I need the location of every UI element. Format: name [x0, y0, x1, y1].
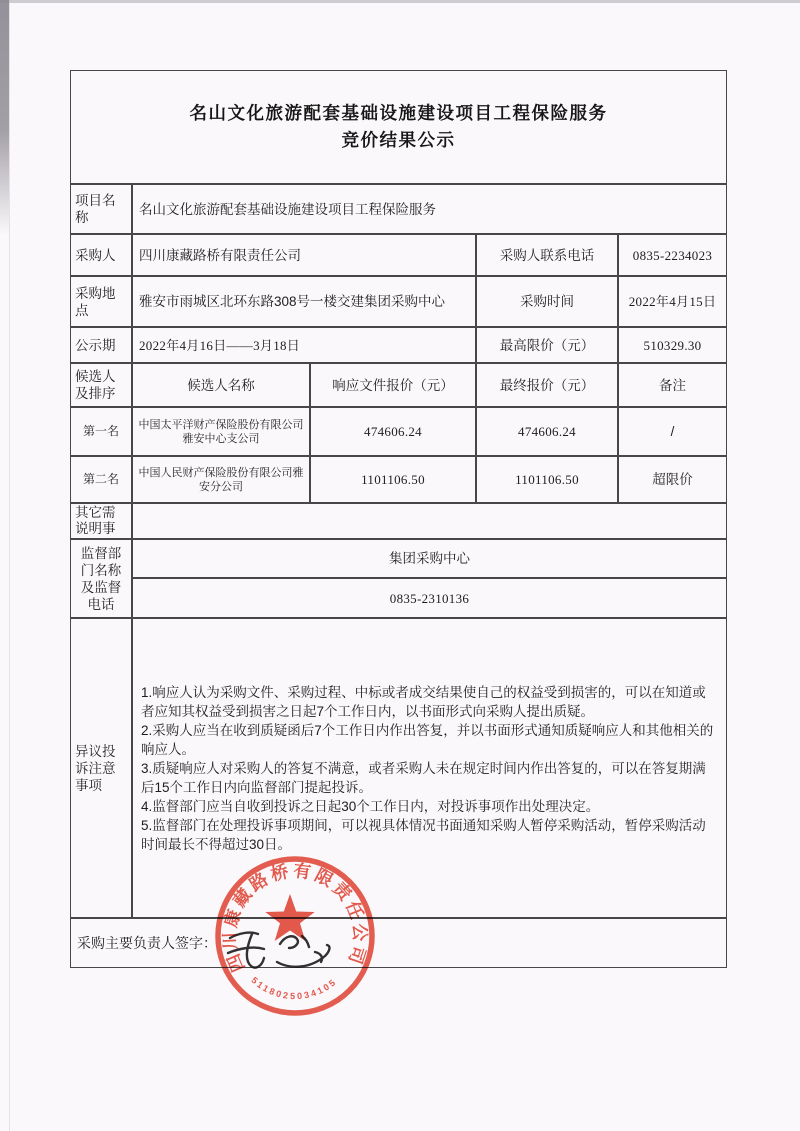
- location-value: 雅安市雨城区北环东路308号一楼交建集团采购中心: [132, 276, 476, 327]
- max-price-value: 510329.30: [618, 327, 727, 363]
- purchaser-phone-label: 采购人联系电话: [476, 234, 618, 276]
- candidates-final-price-header: 最终报价（元）: [476, 363, 618, 407]
- candidates-doc-price-header: 响应文件报价（元）: [310, 363, 476, 407]
- purchaser-phone-value: 0835-2234023: [618, 234, 727, 276]
- title-block: [70, 70, 727, 184]
- supervision-phone-value: 0835-2310136: [132, 578, 727, 618]
- publicity-period-label: 公示期: [70, 327, 132, 363]
- candidate-row-2-rank: 第二名: [70, 456, 132, 503]
- objection-item-2: 2.采购人应当在收到质疑函后7个工作日内作出答复，并以书面形式通知质疑响应人和其他相关的响应人。: [141, 722, 714, 757]
- purchase-time-value: 2022年4月15日: [618, 276, 727, 327]
- candidate-row-2-remark: 超限价: [618, 456, 727, 503]
- scan-paper-edge: [9, 0, 10, 1131]
- project-name-value: 名山文化旅游配套基础设施建设项目工程保险服务: [132, 184, 727, 234]
- objection-item-5: 5.监督部门在处理投诉事项期间，可以视具体情况书面通知采购人暂停采购活动，暂停采购活动时间最长不得超过30日。: [141, 817, 706, 852]
- signature-row: [70, 918, 727, 968]
- location-label: 采购地点: [70, 276, 132, 327]
- handwritten-signature: [222, 922, 342, 984]
- candidate-row-1-rank: 第一名: [70, 407, 132, 456]
- purchaser-label: 采购人: [70, 234, 132, 276]
- other-notes-value: [132, 503, 727, 539]
- seal-number-text: 5118025034105: [249, 974, 340, 1002]
- project-name-label: 项目名称: [70, 184, 132, 234]
- other-notes-label: 其它需说明事: [70, 503, 132, 539]
- signature-stroke-5: [302, 936, 309, 947]
- candidate-row-1-name: 中国太平洋财产保险股份有限公司雅安中心支公司: [132, 407, 310, 456]
- signature-stroke-4: [280, 936, 298, 948]
- purchaser-value: 四川康藏路桥有限责任公司: [132, 234, 476, 276]
- seal-company-text: 四川康藏路桥有限责任公司: [219, 860, 371, 975]
- page-title-line1: 名山文化旅游配套基础设施建设项目工程保险服务: [189, 103, 608, 123]
- objection-item-3: 3.质疑响应人对采购人的答复不满意，或者采购人未在规定时间内作出答复的，可以在答复期满后15个工作日内向监督部门提起投诉。: [141, 760, 706, 795]
- candidate-row-2-final-price: 1101106.50: [476, 456, 618, 503]
- signature-label: 采购主要负责人签字：: [77, 934, 217, 951]
- scan-edge-left: [0, 0, 9, 235]
- max-price-label: 最高限价（元）: [476, 327, 618, 363]
- candidates-rank-header: 候选人及排序: [70, 363, 132, 407]
- supervision-dept-value: 集团采购中心: [132, 539, 727, 578]
- candidates-name-header: 候选人名称: [132, 363, 310, 407]
- page-title-line2: 竞价结果公示: [341, 130, 456, 150]
- purchase-time-label: 采购时间: [476, 276, 618, 327]
- candidate-row-1-remark: /: [618, 407, 727, 456]
- scan-edge-top: [0, 0, 800, 3]
- objection-item-4: 4.监督部门应当自收到投诉之日起30个工作日内，对投诉事项作出处理决定。: [141, 798, 600, 814]
- supervision-label: 监督部门名称及监督电话: [70, 539, 132, 618]
- objection-label: 异议投诉注意事项: [70, 618, 132, 918]
- candidate-row-1-final-price: 474606.24: [476, 407, 618, 456]
- publicity-period-value: 2022年4月16日——3月18日: [132, 327, 476, 363]
- candidate-row-2-doc-price: 1101106.50: [310, 456, 476, 503]
- candidate-row-2-name: 中国人民财产保险股份有限公司雅安分公司: [132, 456, 310, 503]
- signature-stroke-1: [230, 933, 258, 938]
- signature-stroke-3: [247, 934, 264, 968]
- candidate-row-1-doc-price: 474606.24: [310, 407, 476, 456]
- objection-item-1: 1.响应人认为采购文件、采购过程、中标或者成交结果使自己的权益受到损害的，可以在知道或者应知其权益受到损害之日起7个工作日内，以书面形式向采购人提出质疑。: [141, 684, 706, 719]
- candidates-remark-header: 备注: [618, 363, 727, 407]
- announcement-table: [70, 70, 727, 968]
